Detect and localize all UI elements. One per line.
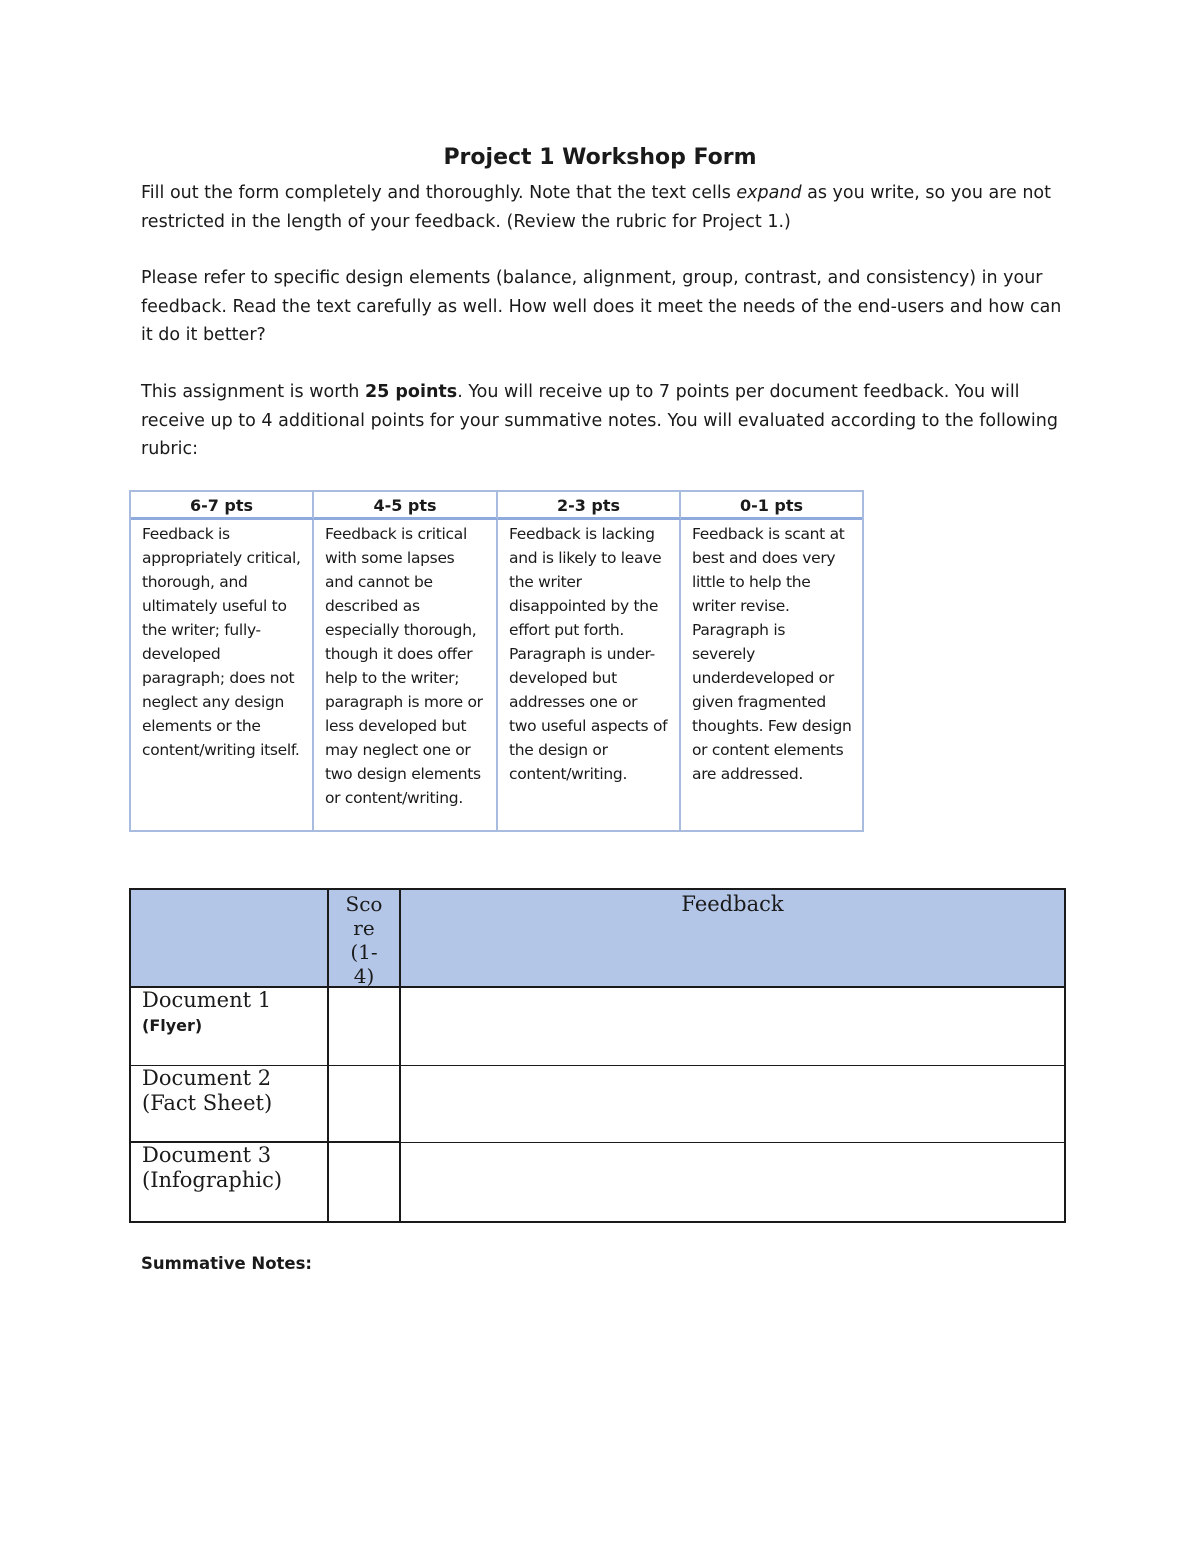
score-cell[interactable] bbox=[329, 988, 401, 1066]
rubric-table bbox=[129, 490, 864, 832]
instructions-text: as you write, so you are not restricted in the length of your feedback. (Review the rubric for Project 1.) bbox=[141, 183, 1051, 232]
row-sublabel: (Flyer) bbox=[142, 1016, 203, 1035]
row-sublabel: (Infographic) bbox=[142, 1168, 283, 1192]
instructions-paragraph-2: Please refer to specific design elements (balance, alignment, group, contrast, and consistency) in your feedback. Read the text carefully as well. How well does it meet the needs of the end-users and how can it do it better? bbox=[141, 268, 1062, 345]
summative-notes-label: Summative Notes: bbox=[141, 1254, 313, 1273]
instructions-text: . You will receive up to 7 points per document feedback. You will receive up to 4 additional points for your summative notes. You will evaluated according to the following rubric: bbox=[141, 382, 1058, 459]
rubric-header: 2-3 pts bbox=[498, 492, 681, 520]
row-sublabel: (Fact Sheet) bbox=[142, 1091, 273, 1115]
feedback-cell[interactable] bbox=[401, 1143, 1064, 1221]
instructions-paragraph-1 bbox=[141, 179, 1071, 236]
rubric-cell: Feedback is lacking and is likely to leave the writer disappointed by the effort put forth. Paragraph is under-developed but addresses one or two useful aspects of the design or content/writing. bbox=[498, 520, 681, 830]
rubric-header: 6-7 pts bbox=[131, 492, 314, 520]
feedback-cell[interactable] bbox=[401, 1066, 1064, 1143]
rubric-cell: Feedback is critical with some lapses and cannot be described as especially thorough, though it does offer help to the writer; paragraph is more or less developed but may neglect one or two design elements or content/writing. bbox=[314, 520, 498, 830]
instructions-paragraph-3 bbox=[141, 378, 1071, 464]
row-label-text: Document 2 bbox=[142, 1066, 272, 1090]
row-label-text: Document 3 bbox=[142, 1143, 272, 1167]
points-total: 25 points bbox=[364, 382, 458, 402]
rubric-cell: Feedback is appropriately critical, thorough, and ultimately useful to the writer; fully-developed paragraph; does not neglect any design elements or the content/writing itself. bbox=[131, 520, 314, 830]
row-label-document-3 bbox=[131, 1143, 329, 1221]
feedback-table bbox=[129, 888, 1066, 1223]
row-label-document-2 bbox=[131, 1066, 329, 1143]
row-label-text: Document 1 bbox=[142, 988, 272, 1012]
page-title: Project 1 Workshop Form bbox=[443, 145, 757, 170]
score-cell[interactable] bbox=[329, 1066, 401, 1143]
rubric-header: 4-5 pts bbox=[314, 492, 498, 520]
score-cell[interactable] bbox=[329, 1143, 401, 1221]
rubric-header: 0-1 pts bbox=[681, 492, 862, 520]
rubric-cell: Feedback is scant at best and does very little to help the writer revise. Paragraph is severely underdeveloped or given fragmented thoughts. Few design or content elements are addressed. bbox=[692, 525, 852, 783]
feedback-cell[interactable] bbox=[401, 988, 1064, 1066]
instructions-text: Fill out the form completely and thoroughly. Note that the text cells bbox=[141, 183, 737, 203]
header-blank-cell bbox=[131, 890, 329, 988]
instructions-text: This assignment is worth bbox=[141, 382, 365, 402]
score-header: Sco re (1- 4) bbox=[329, 890, 401, 988]
row-label-document-1 bbox=[131, 988, 329, 1066]
feedback-header: Feedback bbox=[401, 890, 1064, 988]
instructions-emphasis: expand bbox=[736, 183, 802, 203]
